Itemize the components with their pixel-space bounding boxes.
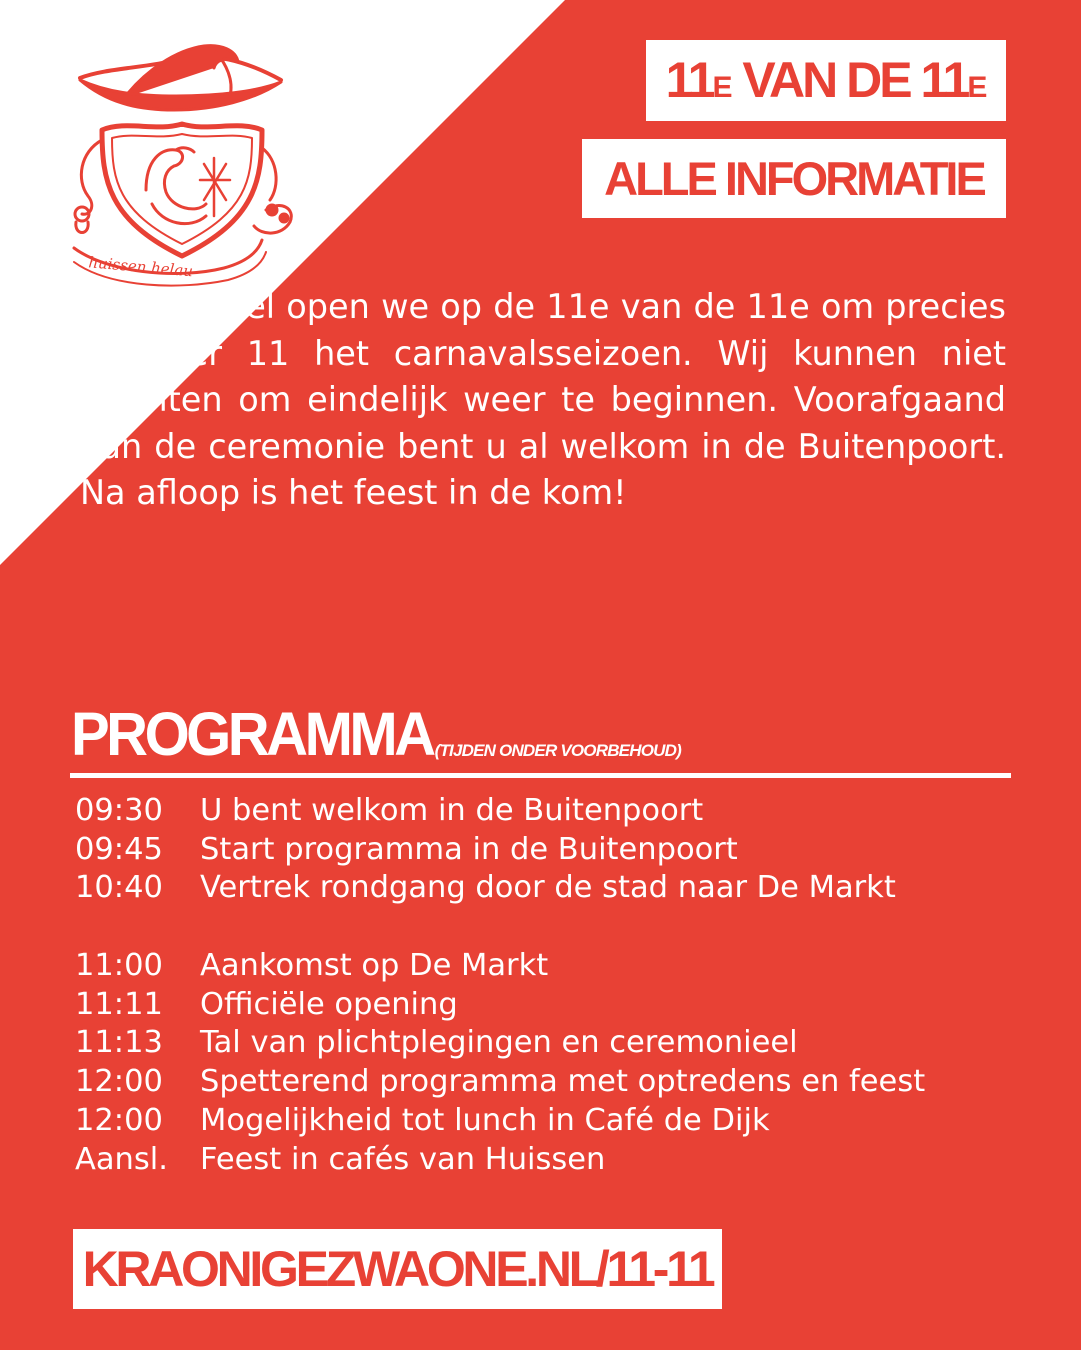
schedule-event: Tal van plichtplegingen en ceremonieel	[200, 1025, 798, 1061]
programma-heading	[71, 700, 681, 774]
schedule-event: Spetterend programma met optredens en feest	[200, 1064, 926, 1100]
schedule-event: Officiële opening	[200, 986, 458, 1022]
schedule-time: 09:45	[75, 831, 163, 867]
schedule-row	[75, 986, 925, 1025]
schedule-row	[75, 869, 896, 908]
schedule-row	[75, 1024, 925, 1063]
schedule-row	[75, 831, 896, 870]
schedule-time: 10:40	[75, 870, 163, 906]
schedule-time: 11:13	[75, 1025, 163, 1061]
schedule-event: Mogelijkheid tot lunch in Café de Dijk	[200, 1102, 770, 1138]
schedule-block-morning	[75, 792, 896, 908]
schedule-time: 12:00	[75, 1102, 163, 1138]
schedule-row	[75, 1102, 925, 1141]
schedule-time: 11:00	[75, 948, 163, 983]
carnival-crest-logo	[66, 40, 298, 288]
title-info-banner: ALLE INFORMATIE	[582, 139, 1006, 218]
schedule-row	[75, 947, 925, 986]
website-url-link[interactable]: KRAONIGEZWAONE.NL/11-11	[73, 1229, 722, 1309]
schedule-row	[75, 1063, 925, 1102]
crest-ribbon-text: huissen helau	[87, 253, 194, 281]
schedule-row	[75, 792, 896, 831]
title-day: 11	[665, 52, 713, 108]
schedule-event: Vertrek rondgang door de stad naar De Markt	[200, 870, 896, 906]
title-month: VAN DE 11	[742, 52, 968, 108]
schedule-event: U bent welkom in de Buitenpoort	[200, 793, 704, 828]
divider-rule	[70, 773, 1011, 778]
schedule-block-markt	[75, 947, 925, 1179]
title-date-banner	[646, 40, 1006, 121]
schedule-time: 11:11	[75, 986, 163, 1022]
programma-disclaimer: (TIJDEN ONDER VOORBEHOUD)	[434, 741, 681, 760]
schedule-event: Start programma in de Buitenpoort	[200, 831, 738, 867]
title-day-suffix: E	[712, 71, 732, 104]
programma-title: PROGRAMMA	[71, 700, 433, 769]
schedule-row	[75, 1141, 925, 1180]
schedule-event: Aankomst op De Markt	[200, 948, 549, 983]
schedule-time: 12:00	[75, 1064, 163, 1100]
schedule-event: Feest in cafés van Huissen	[200, 1141, 606, 1177]
schedule-time: Aansl.	[75, 1141, 168, 1177]
title-month-suffix: E	[967, 71, 987, 104]
intro-paragraph: Traditioneel open we op de 11e van de 11e om precies 11 over 11 het carnavalsseizoen. Wij kunnen niet wachten om eindelijk weer te beginnen. Voorafgaand aan de ceremonie bent u al welkom in de Buitenpoort. Na afloop is het feest in de kom!	[80, 287, 1006, 512]
schedule-time: 09:30	[75, 793, 163, 828]
